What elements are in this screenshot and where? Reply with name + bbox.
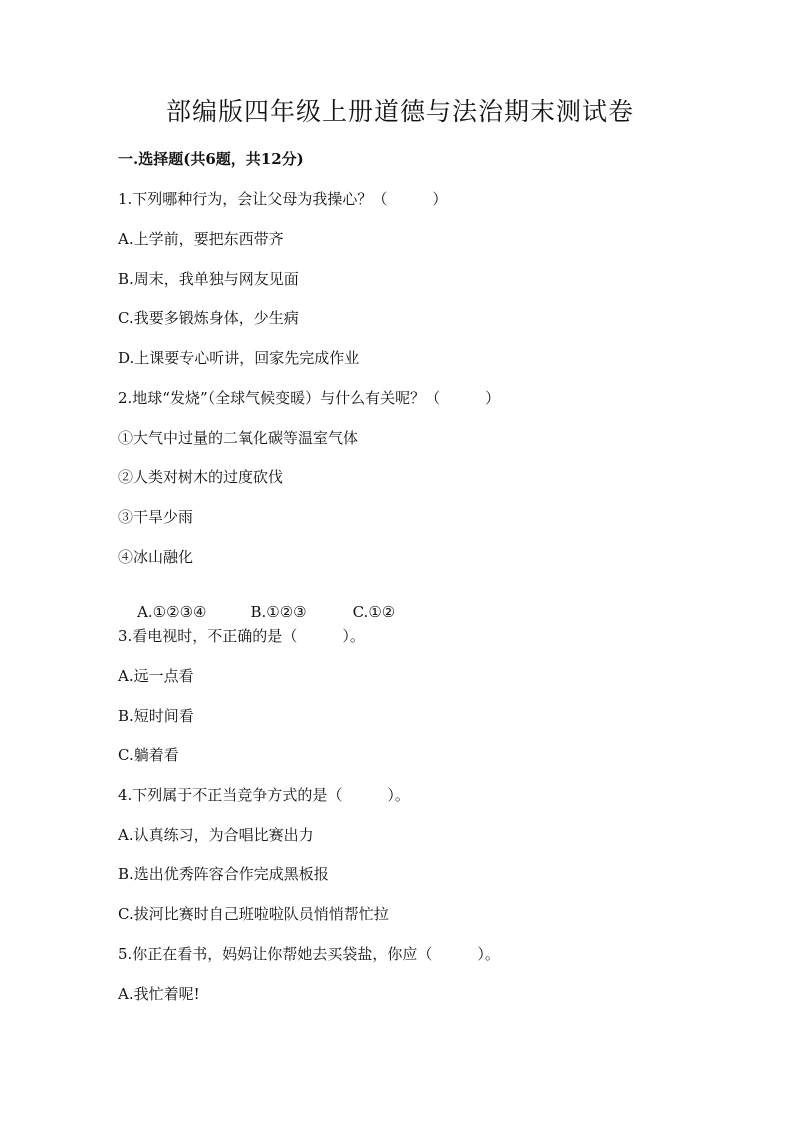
question-1-option-b: B.周末，我单独与网友见面 — [118, 270, 299, 288]
question-3-option-a: A.远一点看 — [118, 667, 194, 685]
question-2-statement-2: ②人类对树木的过度砍伐 — [118, 468, 284, 486]
question-4-option-b: B.选出优秀阵容合作完成黑板报 — [118, 865, 329, 883]
question-4-stem: 4.下列属于不正当竞争方式的是（ ）。 — [118, 786, 410, 804]
question-1-option-d: D.上课要专心听讲，回家先完成作业 — [118, 349, 360, 367]
question-2-statement-1: ①大气中过量的二氧化碳等温室气体 — [118, 429, 359, 447]
question-3-option-b: B.短时间看 — [118, 707, 194, 725]
page-title: 部编版四年级上册道德与法治期末测试卷 — [165, 97, 634, 126]
question-2-option-b: B.①②③ — [250, 603, 307, 621]
question-2-statement-3: ③干旱少雨 — [118, 508, 194, 526]
question-5-option-a: A.我忙着呢! — [118, 985, 200, 1003]
question-1-option-a: A.上学前，要把东西带齐 — [118, 230, 284, 248]
question-5-stem: 5.你正在看书，妈妈让你帮她去买袋盐，你应（ ）。 — [118, 945, 500, 963]
question-3-option-c: C.躺着看 — [118, 746, 179, 764]
question-2-option-c: C.①② — [352, 603, 396, 621]
section-heading: 一.选择题(共6题，共12分) — [118, 150, 304, 168]
question-3-stem: 3.看电视时，不正确的是（ ）。 — [118, 627, 365, 645]
question-2-option-a: A.①②③④ — [137, 603, 207, 621]
question-1-option-c: C.我要多锻炼身体，少生病 — [118, 309, 299, 327]
question-1-stem: 1.下列哪种行为，会让父母为我操心？（ ） — [118, 190, 448, 208]
question-2-statement-4: ④冰山融化 — [118, 548, 194, 566]
question-4-option-a: A.认真练习，为合唱比赛出力 — [118, 826, 314, 844]
question-2-stem: 2.地球“发烧”（全球气候变暖）与什么有关呢？（ ） — [118, 389, 501, 407]
question-4-option-c: C.拔河比赛时自己班啦啦队员悄悄帮忙拉 — [118, 905, 389, 923]
